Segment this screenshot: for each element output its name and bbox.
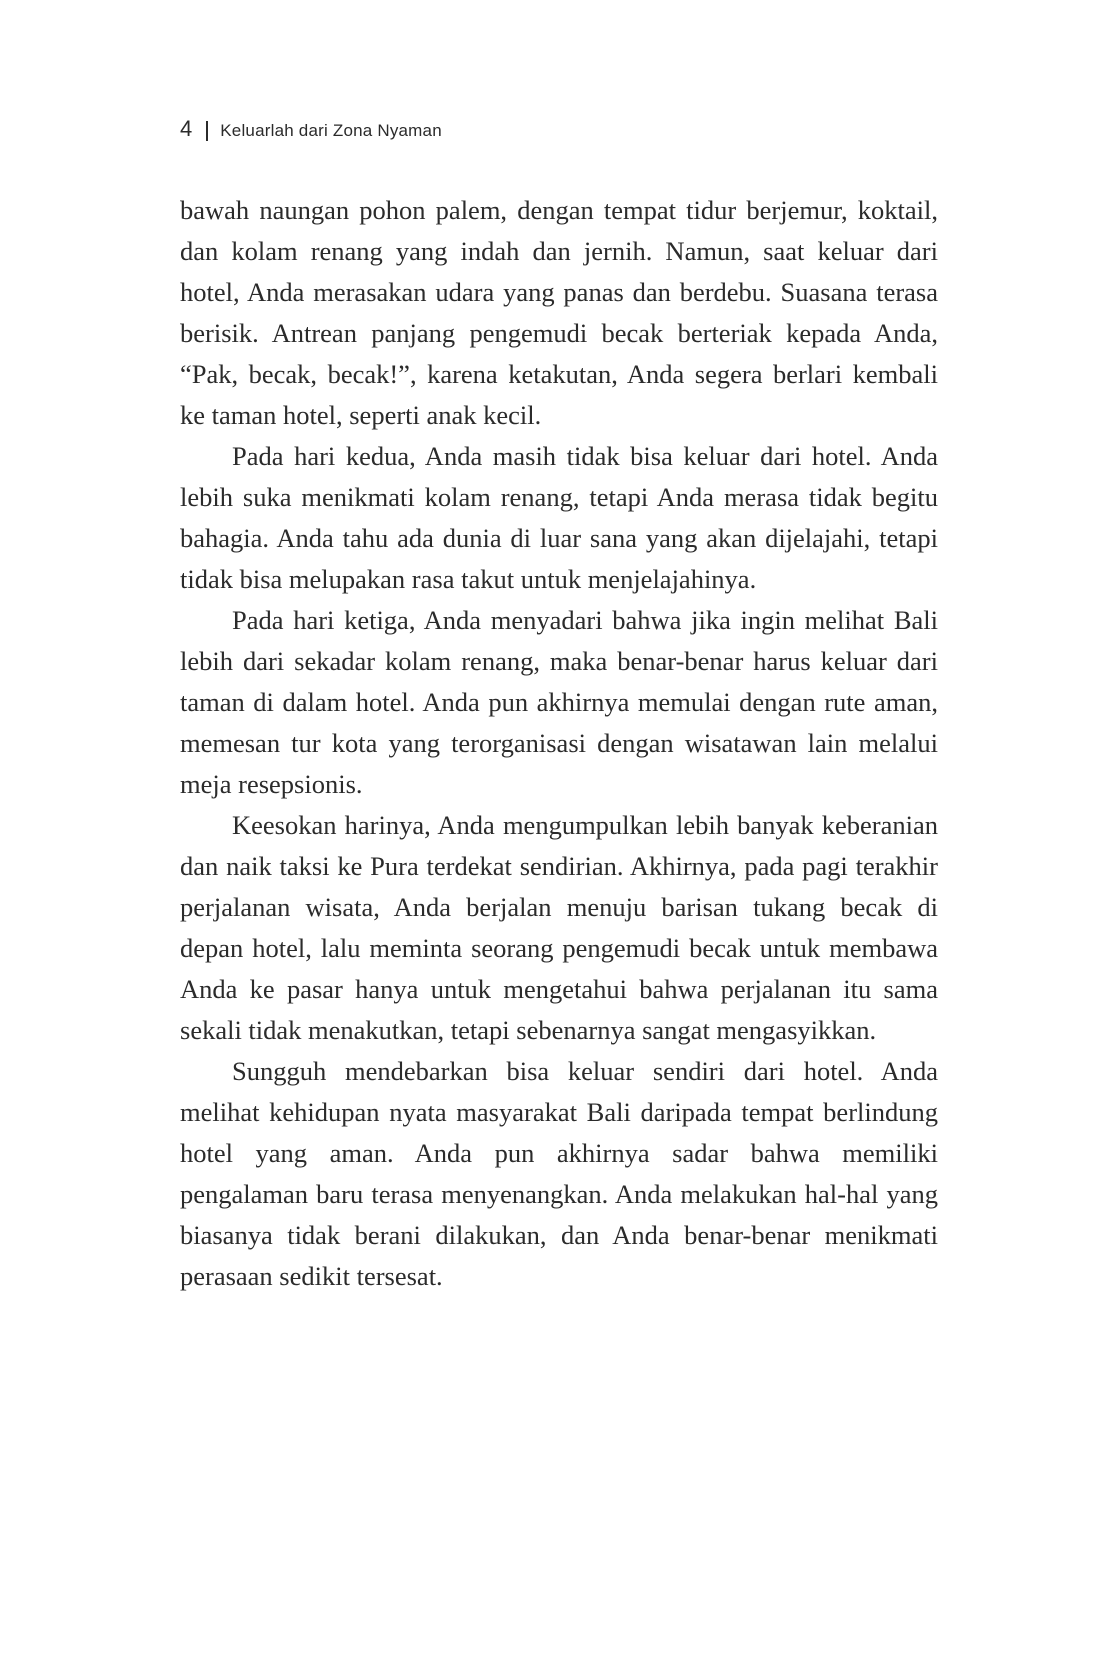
paragraph-keesokan: Keesokan harinya, Anda mengumpulkan lebih banyak keberanian dan naik taksi ke Pura terdekat sendirian. Akhirnya, pada pagi terakhir perjalanan wisata, Anda berjalan menuju barisan tukang becak di depan hotel, lalu meminta seorang pengemudi becak untuk membawa Anda ke pasar hanya untuk mengetahui bahwa perjalanan itu sama sekali tidak menakutkan, tetapi sebenarnya sangat mengasyikkan. <box>180 810 938 1045</box>
body-text <box>180 190 938 1297</box>
paragraph-hari-ketiga: Pada hari ketiga, Anda menyadari bahwa jika ingin melihat Bali lebih dari sekadar kolam renang, maka benar-benar harus keluar dari taman di dalam hotel. Anda pun akhirnya memulai dengan rute aman, memesan tur kota yang terorganisasi dengan wisatawan lain melalui meja resepsionis. <box>180 605 938 799</box>
paragraph-continuation: bawah naungan pohon palem, dengan tempat tidur berjemur, koktail, dan kolam renang yang indah dan jernih. Namun, saat keluar dari hotel, Anda merasakan udara yang panas dan berdebu. Suasana terasa berisik. Antrean panjang pengemudi becak berteriak kepada Anda, “Pak, becak, becak!”, karena ketakutan, Anda segera berlari kembali ke taman hotel, seperti anak kecil. <box>180 195 938 430</box>
book-title: Keluarlah dari Zona Nyaman <box>220 121 442 140</box>
page-number: 4 <box>180 116 193 141</box>
paragraph-hari-kedua: Pada hari kedua, Anda masih tidak bisa keluar dari hotel. Anda lebih suka menikmati kolam renang, tetapi Anda merasa tidak begitu bahagia. Anda tahu ada dunia di luar sana yang akan dijelajahi, tetapi tidak bisa melupakan rasa takut untuk menjelajahinya. <box>180 441 938 594</box>
paragraph-sungguh: Sungguh mendebarkan bisa keluar sendiri dari hotel. Anda melihat kehidupan nyata masyarakat Bali daripada tempat berlindung hotel yang aman. Anda pun akhirnya sadar bahwa memiliki pengalaman baru terasa menyenangkan. Anda melakukan hal-hal yang biasanya tidak berani dilakukan, dan Anda benar-benar menikmati perasaan sedikit tersesat. <box>180 1056 938 1291</box>
running-header <box>180 116 442 146</box>
header-separator <box>206 121 208 141</box>
